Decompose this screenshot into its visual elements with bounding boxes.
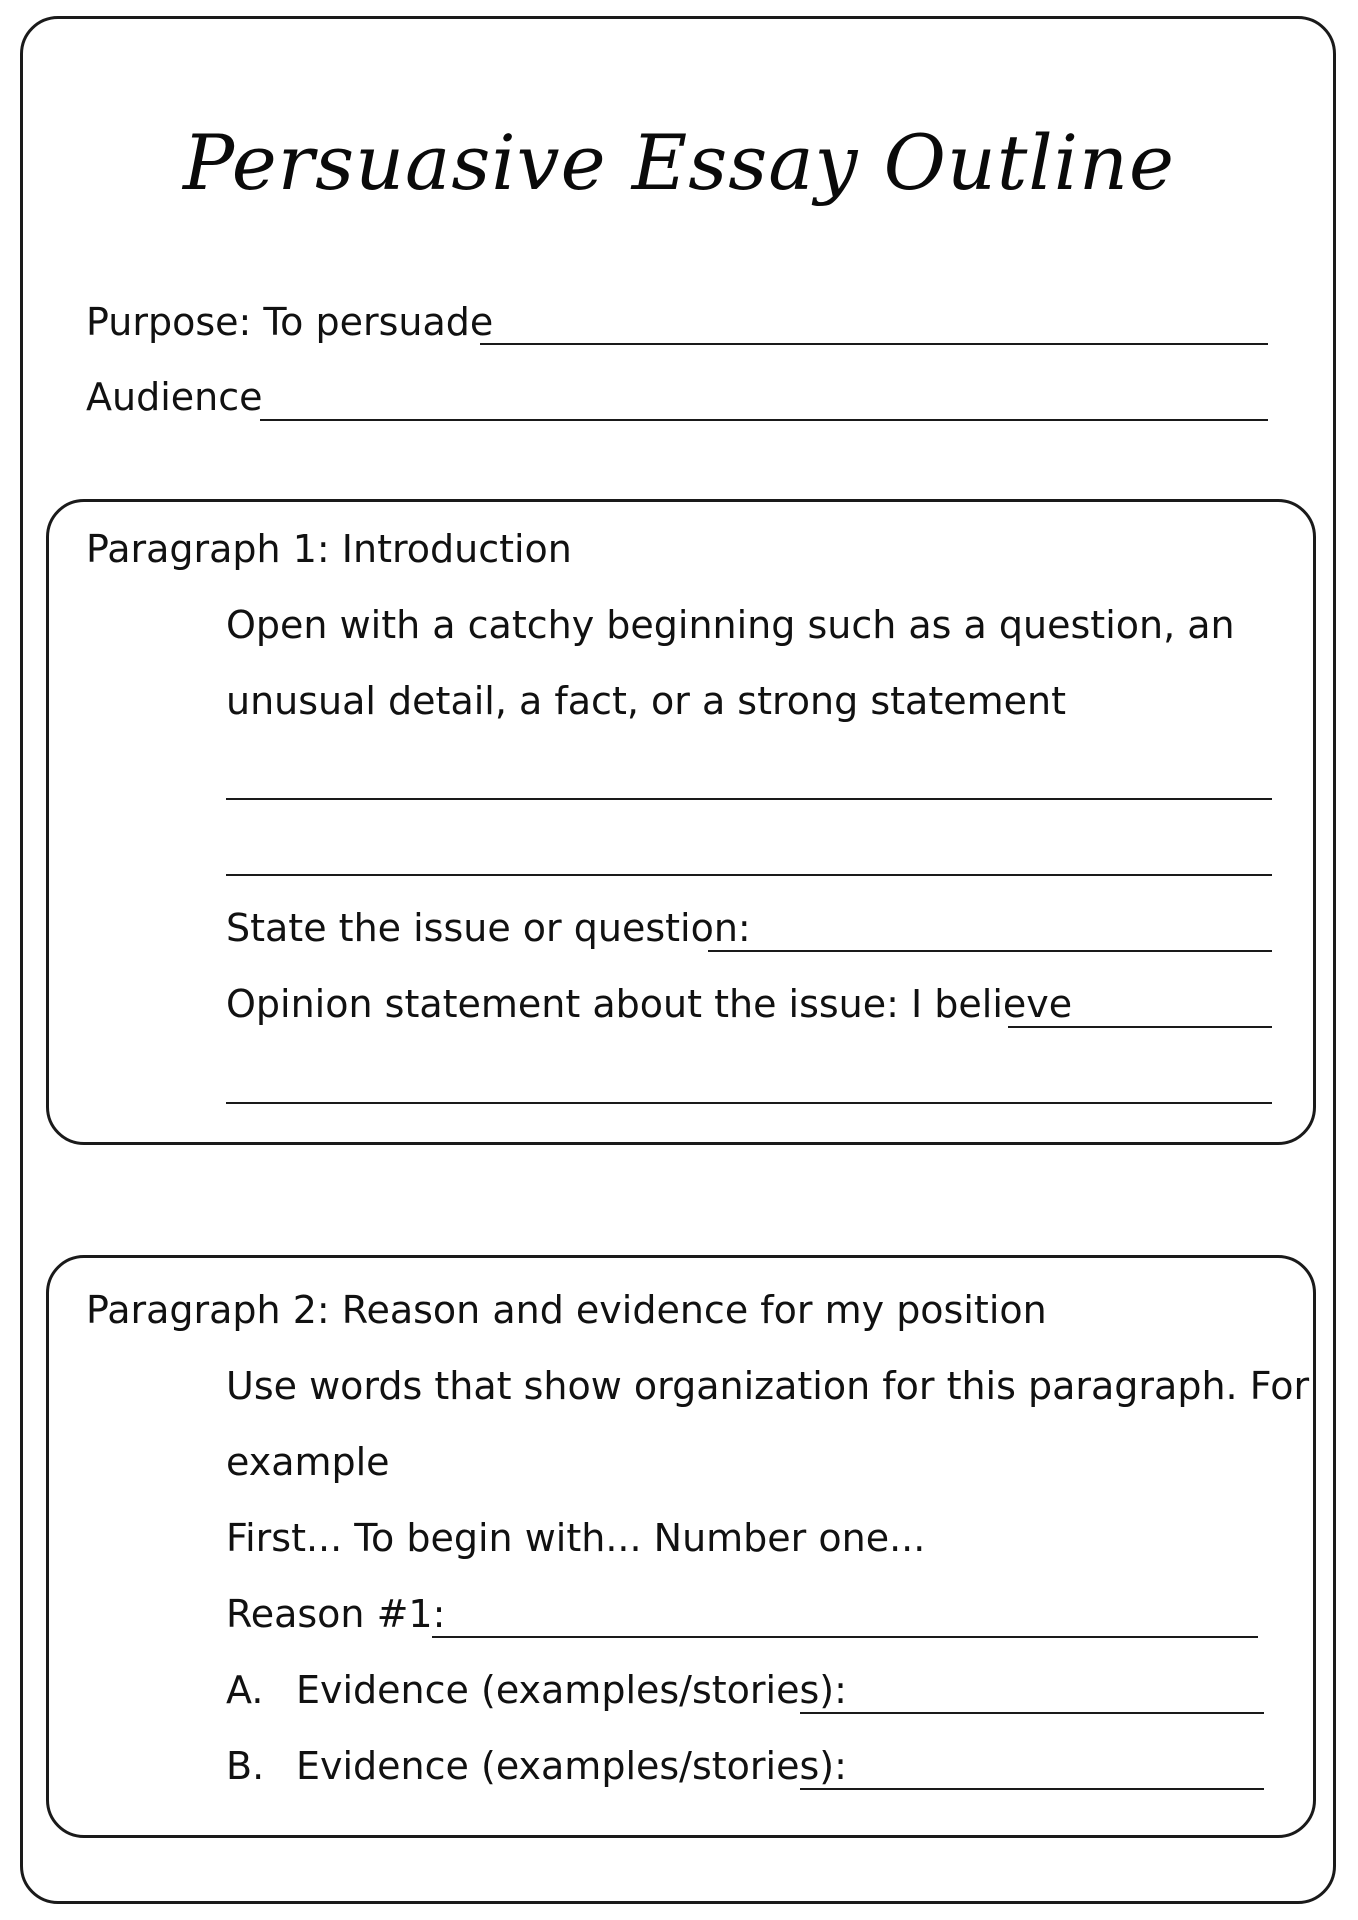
reason-label: Reason #1: bbox=[226, 1592, 446, 1636]
opinion-field[interactable] bbox=[1008, 1026, 1272, 1028]
reason-field[interactable] bbox=[432, 1636, 1258, 1638]
issue-field[interactable] bbox=[708, 950, 1272, 952]
paragraph1-heading: Paragraph 1: Introduction bbox=[86, 527, 572, 571]
purpose-label: Purpose: To persuade bbox=[86, 300, 494, 344]
evidence-a-label: Evidence (examples/stories): bbox=[296, 1668, 847, 1712]
evidence-a-marker: A. bbox=[226, 1668, 264, 1712]
paragraph1-writing-line[interactable] bbox=[226, 798, 1272, 800]
paragraph2-instruction-line2: example bbox=[226, 1440, 390, 1484]
paragraph1-instruction-line2: unusual detail, a fact, or a strong statement bbox=[226, 679, 1066, 723]
issue-label: State the issue or question: bbox=[226, 906, 751, 950]
paragraph2-heading: Paragraph 2: Reason and evidence for my position bbox=[86, 1288, 1047, 1332]
opinion-label: Opinion statement about the issue: I believe bbox=[226, 982, 1073, 1026]
evidence-b-marker: B. bbox=[226, 1744, 265, 1788]
audience-field[interactable] bbox=[260, 419, 1268, 421]
opinion-continuation-line[interactable] bbox=[226, 1102, 1272, 1104]
page-title: Persuasive Essay Outline bbox=[183, 118, 1175, 207]
evidence-b-label: Evidence (examples/stories): bbox=[296, 1744, 847, 1788]
paragraph1-writing-line[interactable] bbox=[226, 874, 1272, 876]
transition-examples: First... To begin with... Number one... bbox=[226, 1516, 926, 1560]
paragraph2-instruction-line1: Use words that show organization for this paragraph. For bbox=[226, 1364, 1310, 1408]
purpose-field[interactable] bbox=[480, 343, 1268, 345]
paragraph1-instruction-line1: Open with a catchy beginning such as a question, an bbox=[226, 603, 1235, 647]
audience-label: Audience bbox=[86, 375, 263, 419]
evidence-b-field[interactable] bbox=[800, 1788, 1264, 1790]
evidence-a-field[interactable] bbox=[800, 1712, 1264, 1714]
paragraph1-section bbox=[46, 499, 1316, 1145]
